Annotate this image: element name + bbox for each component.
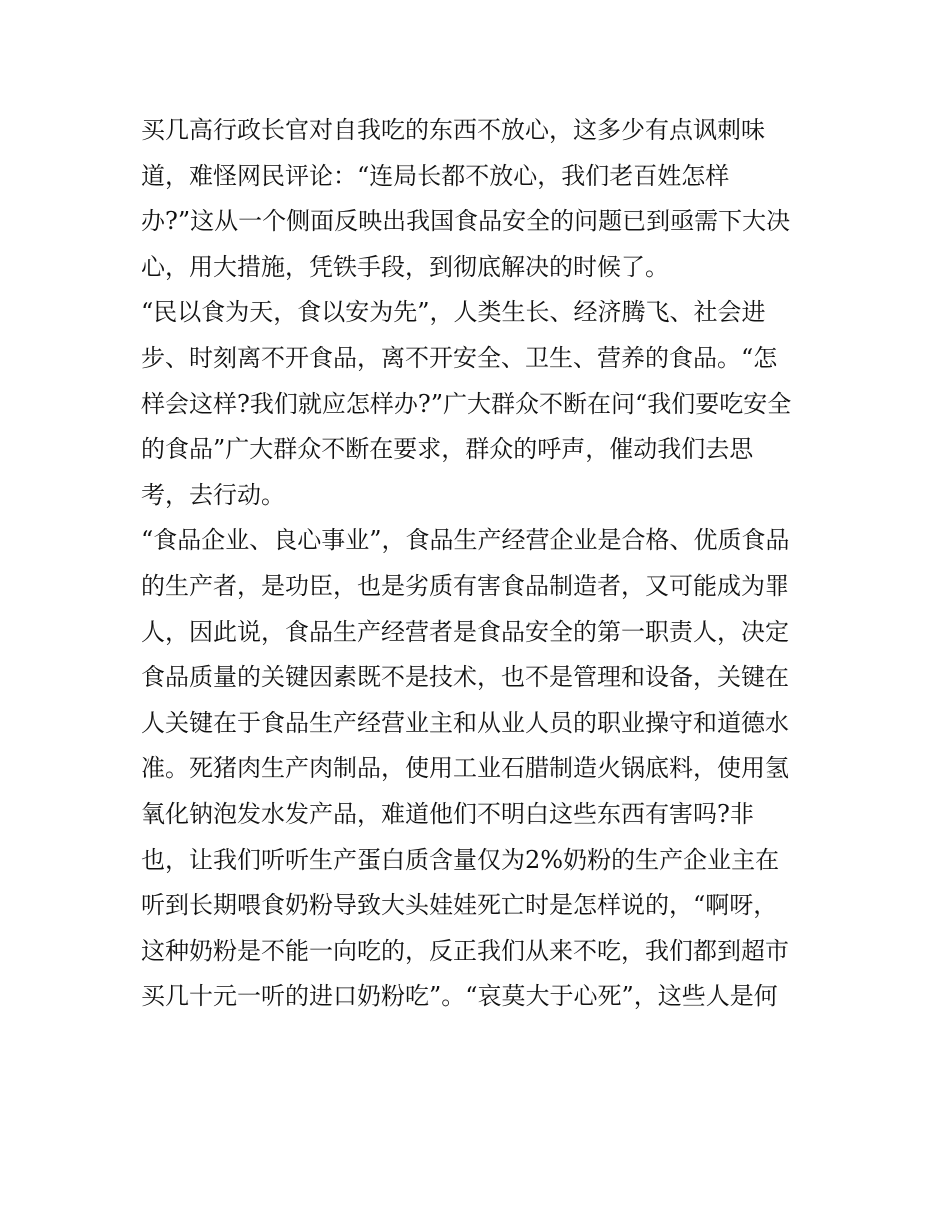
text-line: 的生产者，是功臣，也是劣质有害食品制造者，又可能成为罪 bbox=[141, 571, 789, 600]
text-line: 买几十元一听的进口奶粉吃”。“哀莫大于心死”，这些人是何 bbox=[141, 982, 778, 1011]
text-line: “食品企业、良心事业”，食品生产经营企业是合格、优质食品 bbox=[141, 526, 790, 555]
text-line: “民以食为天，食以安为先”，人类生长、经济腾飞、社会进 bbox=[141, 298, 766, 327]
text-line: 准。死猪肉生产肉制品，使用工业石腊制造火锅底料，使用氢 bbox=[141, 754, 789, 783]
text-line: 办?”这从一个侧面反映出我国食品安全的问题已到亟需下大决 bbox=[141, 207, 791, 236]
body-text bbox=[141, 108, 821, 1020]
text-line: 人关键在于食品生产经营业主和从业人员的职业操守和道德水 bbox=[141, 708, 789, 737]
text-line: 买几高行政长官对自我吃的东西不放心，这多少有点讽刺味 bbox=[141, 116, 765, 144]
text-line: 心，用大措施，凭铁手段，到彻底解决的时候了。 bbox=[141, 252, 669, 281]
text-line: 食品质量的关键因素既不是技术，也不是管理和设备，关键在 bbox=[141, 663, 789, 692]
text-line: 也，让我们听听生产蛋白质含量仅为2%奶粉的生产企业主在 bbox=[141, 845, 780, 874]
text-line: 听到长期喂食奶粉导致大头娃娃死亡时是怎样说的，“啊呀， bbox=[141, 891, 778, 920]
text-line: 人，因此说，食品生产经营者是食品安全的第一职责人，决定 bbox=[141, 617, 789, 646]
text-line: 步、时刻离不开食品，离不开安全、卫生、营养的食品。“怎 bbox=[141, 343, 778, 372]
text-line: 这种奶粉是不能一向吃的，反正我们从来不吃，我们都到超市 bbox=[141, 936, 789, 965]
text-line: 的食品”广大群众不断在要求，群众的呼声，催动我们去思 bbox=[141, 435, 754, 464]
text-line: 道，难怪网民评论：“连局长都不放心，我们老百姓怎样 bbox=[141, 161, 730, 190]
text-line: 样会这样?我们就应怎样办?”广大群众不断在问“我们要吃安全 bbox=[141, 389, 792, 418]
text-line: 考，去行动。 bbox=[141, 480, 285, 509]
text-line: 氧化钠泡发水发产品，难道他们不明白这些东西有害吗?非 bbox=[141, 799, 754, 828]
